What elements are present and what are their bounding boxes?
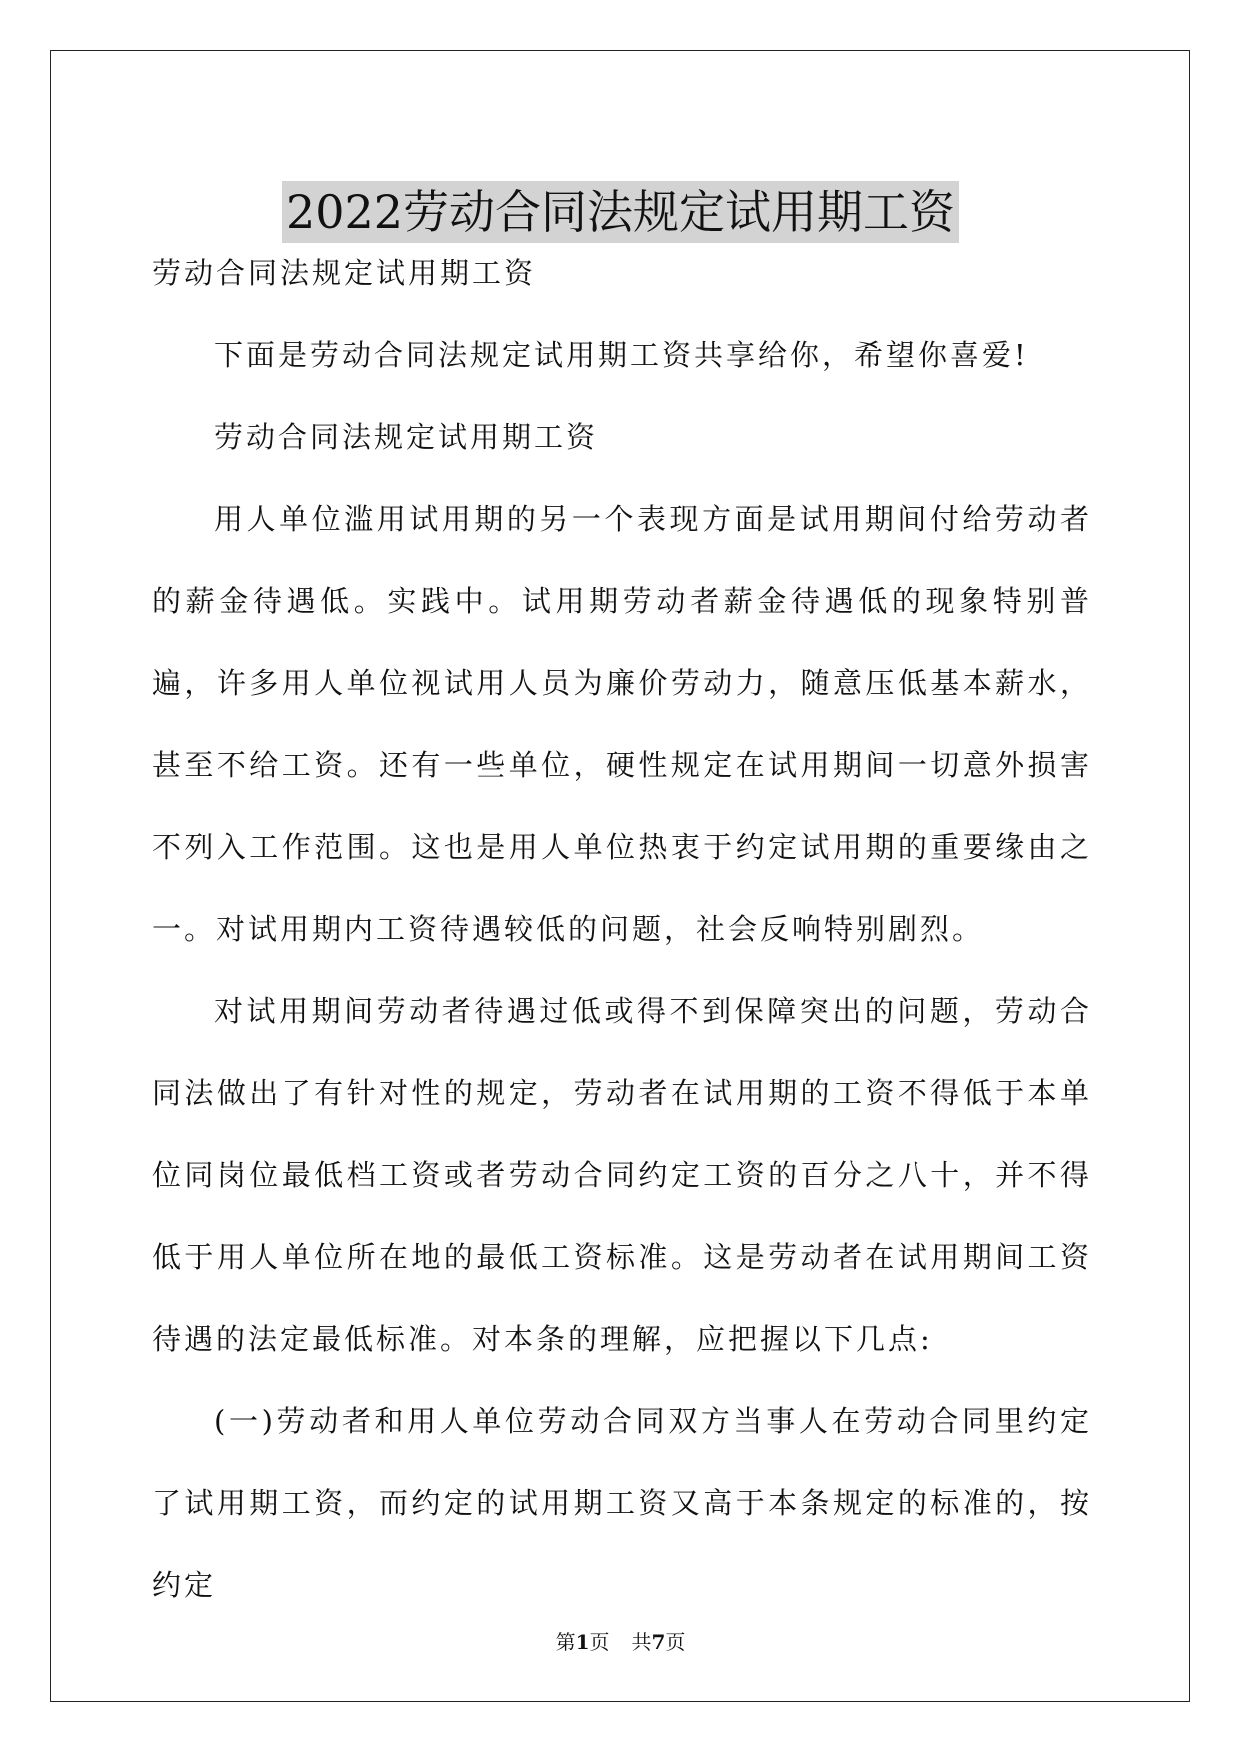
paragraph-subtitle: 劳动合同法规定试用期工资 — [152, 256, 537, 290]
paragraph-body: 对试用期间劳动者待遇过低或得不到保障突出的问题，劳动合同法做出了有针对性的规定，劳动者在试用期的工资不得低于本单位同岗位最低档工资或者劳动合同约定工资的百分之八十，并不得低于用人单位所在地的最低工资标准。这是劳动者在试用期间工资待遇的法定最低标准。对本条的理解，应把握以下几点: — [152, 994, 1092, 1356]
total-prefix: 共 — [631, 1630, 652, 1654]
paragraph-intro: 下面是劳动合同法规定试用期工资共享给你，希望你喜爱! — [214, 338, 1029, 372]
page-number: 1 — [575, 1630, 590, 1654]
paragraph-body: 用人单位滥用试用期的另一个表现方面是试用期间付给劳动者的薪金待遇低。实践中。试用期劳动者薪金待遇低的现象特别普遍，许多用人单位视试用人员为廉价劳动力，随意压低基本薪水，甚至不给工资。还有一些单位，硬性规定在试用期间一切意外损害不列入工作范围。这也是用人单位热衷于约定试用期的重要缘由之一。对试用期内工资待遇较低的问题，社会反响特别剧烈。 — [152, 502, 1092, 946]
paragraph-body: (一)劳动者和用人单位劳动合同双方当事人在劳动合同里约定了试用期工资，而约定的试用期工资又高于本条规定的标准的，按约定 — [152, 1404, 1092, 1602]
total-pages: 7 — [651, 1630, 666, 1654]
document-title: 2022劳动合同法规定试用期工资 — [282, 181, 959, 243]
document-body — [152, 232, 1092, 1626]
page-suffix: 页 — [589, 1630, 610, 1654]
paragraph-heading: 劳动合同法规定试用期工资 — [214, 420, 599, 454]
total-suffix: 页 — [665, 1630, 686, 1654]
page-footer — [0, 1628, 1241, 1656]
page-prefix: 第 — [555, 1630, 576, 1654]
